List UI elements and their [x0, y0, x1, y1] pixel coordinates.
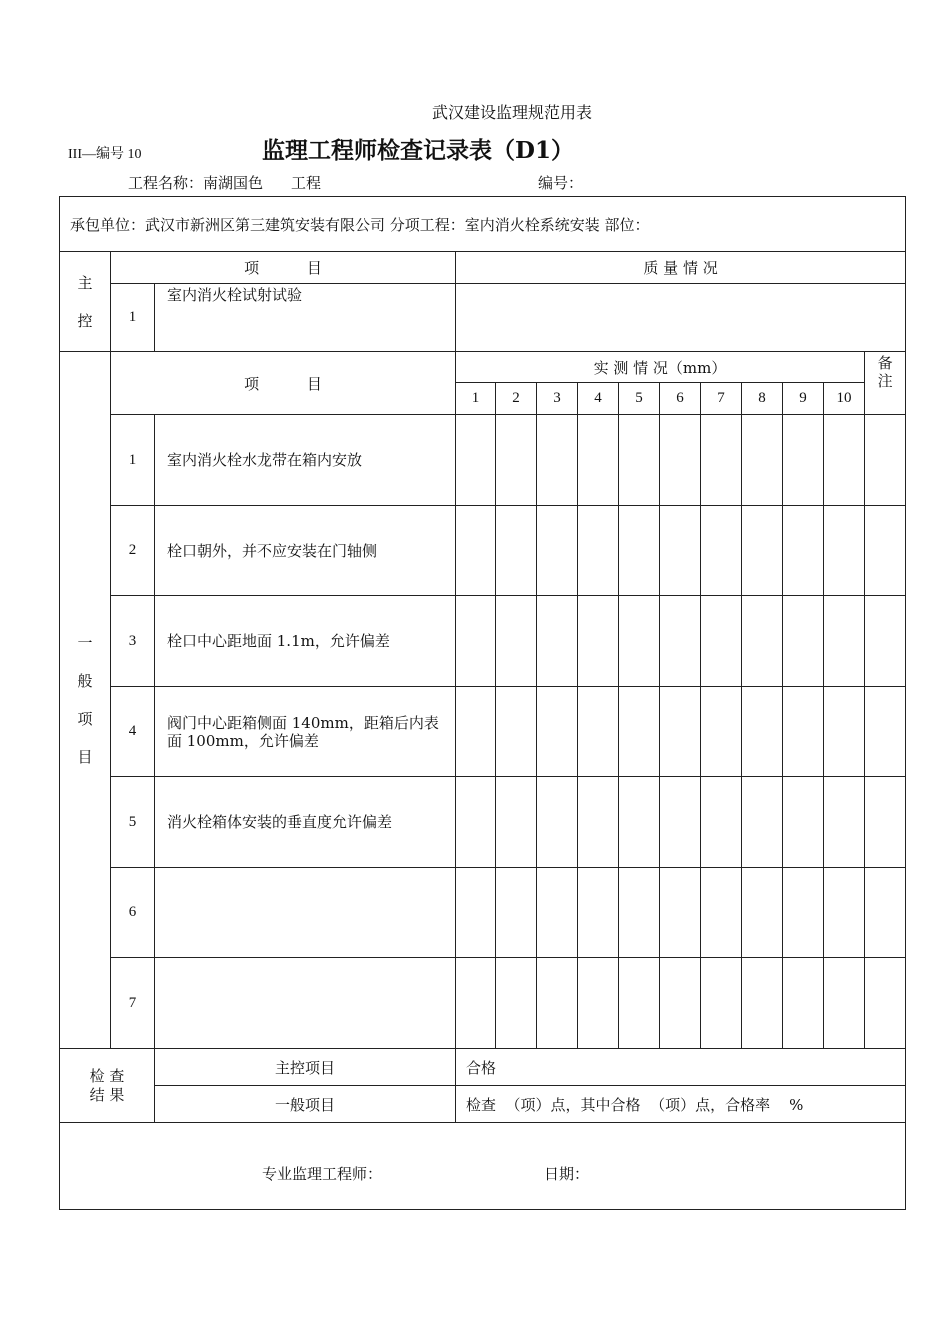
measure-cell[interactable] [783, 506, 824, 596]
result-label-2: 结 果 [89, 1085, 125, 1104]
measure-cell[interactable] [496, 506, 537, 596]
measure-cell[interactable] [619, 415, 660, 506]
row-item[interactable] [155, 958, 456, 1049]
measure-cell[interactable] [660, 506, 701, 596]
remark-cell[interactable] [865, 777, 906, 868]
measure-cell[interactable] [824, 687, 865, 777]
row-item: 室内消火栓水龙带在箱内安放 [155, 415, 456, 506]
measure-cell[interactable] [619, 687, 660, 777]
main-control-label-1: 主 [77, 273, 93, 292]
measure-cell[interactable] [783, 958, 824, 1049]
row-no: 6 [111, 868, 155, 958]
remark-header-1: 备 [877, 354, 893, 372]
measure-cell[interactable] [783, 868, 824, 958]
measure-col-10: 10 [824, 383, 865, 415]
measure-cell[interactable] [824, 777, 865, 868]
result-main-label: 主控项目 [155, 1049, 456, 1086]
row-no: 2 [111, 506, 155, 596]
measure-cell[interactable] [824, 958, 865, 1049]
remark-cell[interactable] [865, 868, 906, 958]
result-general-value[interactable]: 检查 （项）点，其中合格 （项）点，合格率 % [456, 1086, 906, 1123]
quality-header: 质 量 情 况 [456, 252, 906, 284]
measure-cell[interactable] [456, 596, 496, 687]
measure-cell[interactable] [578, 506, 619, 596]
project-name-line [128, 172, 321, 193]
measure-cell[interactable] [496, 958, 537, 1049]
remark-cell[interactable] [865, 958, 906, 1049]
measure-cell[interactable] [701, 415, 742, 506]
measure-cell[interactable] [701, 687, 742, 777]
measure-cell[interactable] [496, 415, 537, 506]
measure-cell[interactable] [701, 868, 742, 958]
measure-cell[interactable] [578, 415, 619, 506]
row-no: 7 [111, 958, 155, 1049]
main-control-label-2: 控 [77, 311, 93, 330]
measure-cell[interactable] [742, 868, 783, 958]
measure-cell[interactable] [619, 506, 660, 596]
row-no: 1 [111, 415, 155, 506]
measure-cell[interactable] [783, 777, 824, 868]
measure-cell[interactable] [701, 506, 742, 596]
measure-cell[interactable] [456, 868, 496, 958]
measure-cell[interactable] [456, 958, 496, 1049]
general-label [60, 352, 111, 1049]
inspection-table [59, 196, 906, 1210]
measure-cell[interactable] [456, 687, 496, 777]
measure-col-2: 2 [496, 383, 537, 415]
measure-col-7: 7 [701, 383, 742, 415]
main-row-quality[interactable] [456, 284, 906, 352]
measure-cell[interactable] [496, 596, 537, 687]
measure-cell[interactable] [537, 868, 578, 958]
measure-cell[interactable] [456, 777, 496, 868]
row-no: 5 [111, 777, 155, 868]
engineer-signature-label: 专业监理工程师： [262, 1165, 383, 1183]
measure-cell[interactable] [660, 868, 701, 958]
measure-header: 实 测 情 况（mm） [456, 352, 865, 383]
measure-cell[interactable] [619, 777, 660, 868]
table-row [60, 868, 906, 958]
table-row [60, 958, 906, 1049]
main-control-label [60, 252, 111, 352]
measure-col-9: 9 [783, 383, 824, 415]
measure-cell[interactable] [701, 596, 742, 687]
measure-cell[interactable] [783, 596, 824, 687]
measure-col-4: 4 [578, 383, 619, 415]
remark-cell[interactable] [865, 506, 906, 596]
measure-cell[interactable] [660, 958, 701, 1049]
measure-cell[interactable] [824, 596, 865, 687]
row-item: 栓口朝外，并不应安装在门轴侧 [155, 506, 456, 596]
result-main-value[interactable]: 合格 [456, 1049, 906, 1086]
project-name: 工程名称：南湖国色 [128, 174, 264, 192]
table-row [60, 687, 906, 777]
remark-cell[interactable] [865, 596, 906, 687]
row-item: 阀门中心距箱侧面 140mm，距箱后内表面 100mm，允许偏差 [155, 687, 456, 777]
measure-cell[interactable] [496, 687, 537, 777]
result-label-1: 检 查 [89, 1066, 125, 1085]
general-label-3: 项 [77, 710, 93, 728]
measure-cell[interactable] [660, 777, 701, 868]
measure-cell[interactable] [537, 687, 578, 777]
general-label-2: 般 [77, 672, 93, 690]
measure-cell[interactable] [578, 687, 619, 777]
result-label [60, 1049, 155, 1123]
contractor-line: 承包单位：武汉市新洲区第三建筑安装有限公司 分项工程：室内消火栓系统安装 部位： [60, 197, 906, 252]
measure-cell[interactable] [660, 415, 701, 506]
date-label: 日期： [544, 1165, 590, 1183]
measure-cell[interactable] [496, 868, 537, 958]
measure-cell[interactable] [824, 868, 865, 958]
table-row [60, 415, 906, 506]
remark-header-2: 注 [877, 372, 893, 390]
signature-area [60, 1123, 906, 1210]
row-no: 4 [111, 687, 155, 777]
measure-col-6: 6 [660, 383, 701, 415]
measure-col-3: 3 [537, 383, 578, 415]
row-item[interactable] [155, 868, 456, 958]
measure-cell[interactable] [701, 958, 742, 1049]
measure-cell[interactable] [456, 506, 496, 596]
measure-cell[interactable] [660, 596, 701, 687]
measure-cell[interactable] [537, 777, 578, 868]
measure-cell[interactable] [537, 596, 578, 687]
measure-cell[interactable] [742, 777, 783, 868]
result-general-label: 一般项目 [155, 1086, 456, 1123]
measure-cell[interactable] [578, 958, 619, 1049]
measure-cell[interactable] [619, 868, 660, 958]
table-row [60, 506, 906, 596]
measure-cell[interactable] [742, 958, 783, 1049]
measure-cell[interactable] [742, 596, 783, 687]
main-item-header: 项 目 [111, 252, 456, 284]
project-suffix: 工程 [291, 174, 322, 192]
remark-cell[interactable] [865, 415, 906, 506]
measure-cell[interactable] [742, 506, 783, 596]
measure-cell[interactable] [578, 596, 619, 687]
measure-cell[interactable] [619, 958, 660, 1049]
measure-cell[interactable] [783, 687, 824, 777]
general-item-header: 项 目 [111, 352, 456, 415]
measure-col-1: 1 [456, 383, 496, 415]
measure-cell[interactable] [537, 506, 578, 596]
form-number: III—编号 10 [68, 147, 142, 162]
measure-cell[interactable] [783, 415, 824, 506]
main-row-no: 1 [111, 284, 155, 352]
table-row [60, 596, 906, 687]
measure-cell[interactable] [742, 687, 783, 777]
table-row [60, 777, 906, 868]
measure-cell[interactable] [619, 596, 660, 687]
row-no: 3 [111, 596, 155, 687]
measure-cell[interactable] [824, 506, 865, 596]
remark-cell[interactable] [865, 687, 906, 777]
main-row-item: 室内消火栓试射试验 [155, 284, 456, 352]
page-title: 监理工程师检查记录表（D1） [262, 137, 574, 164]
measure-col-8: 8 [742, 383, 783, 415]
top-caption: 武汉建设监理规范用表 [432, 103, 593, 122]
measure-cell[interactable] [660, 687, 701, 777]
general-label-4: 目 [77, 748, 93, 766]
measure-cell[interactable] [701, 777, 742, 868]
row-item: 消火栓箱体安装的垂直度允许偏差 [155, 777, 456, 868]
measure-cell[interactable] [742, 415, 783, 506]
row-item: 栓口中心距地面 1.1m，允许偏差 [155, 596, 456, 687]
measure-cell[interactable] [578, 777, 619, 868]
remark-header [865, 352, 906, 415]
measure-col-5: 5 [619, 383, 660, 415]
measure-cell[interactable] [496, 777, 537, 868]
measure-cell[interactable] [537, 415, 578, 506]
general-label-1: 一 [77, 634, 93, 652]
number-label: 编号： [538, 174, 584, 192]
measure-cell[interactable] [537, 958, 578, 1049]
measure-cell[interactable] [456, 415, 496, 506]
measure-cell[interactable] [578, 868, 619, 958]
measure-cell[interactable] [824, 415, 865, 506]
